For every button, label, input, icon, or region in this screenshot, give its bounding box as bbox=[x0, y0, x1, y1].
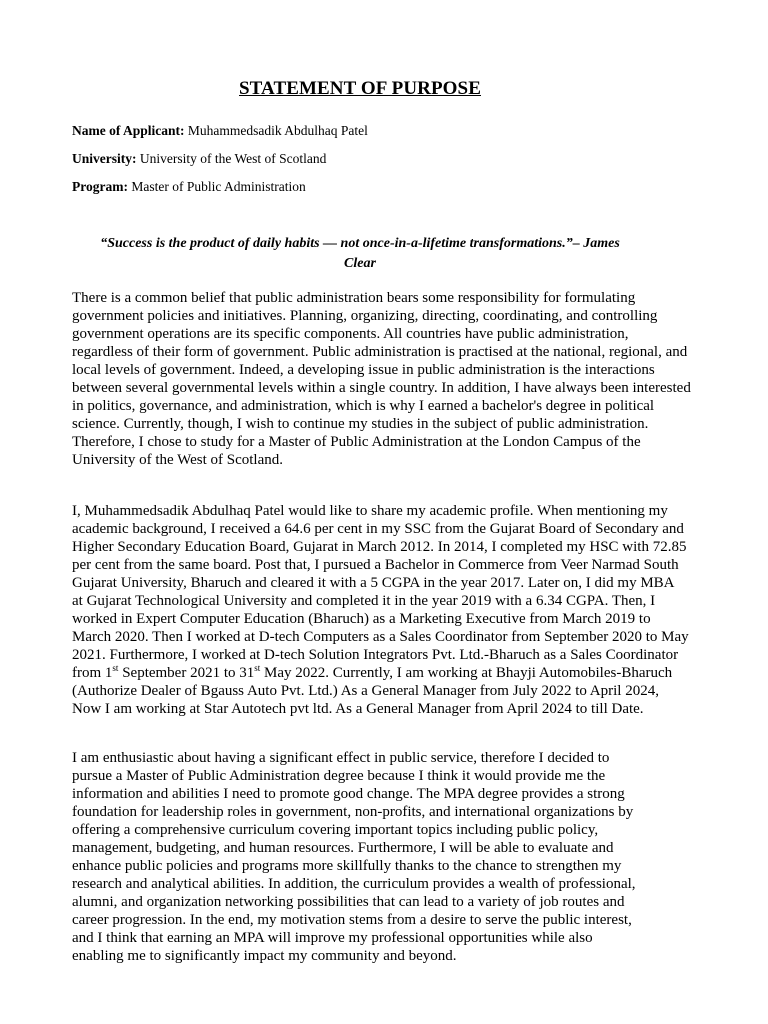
program-row bbox=[72, 179, 306, 195]
program-value: Master of Public Administration bbox=[127, 179, 306, 194]
applicant-name-row bbox=[72, 123, 368, 139]
paragraph-line: Therefore, I chose to study for a Master of Public Administration at the London Campus of the bbox=[72, 434, 641, 450]
paragraph-line: information and abilities I need to promote good change. The MPA degree provides a strong bbox=[72, 786, 625, 802]
program-label: Program: bbox=[72, 179, 128, 194]
paragraph-line: University of the West of Scotland. bbox=[72, 452, 283, 468]
document-title: STATEMENT OF PURPOSE bbox=[239, 78, 481, 99]
paragraph-line: research and analytical abilities. In addition, the curriculum provides a wealth of professional, bbox=[72, 876, 636, 892]
paragraph-line: March 2020. Then I worked at D-tech Computers as a Sales Coordinator from September 2020 to May bbox=[72, 629, 689, 645]
paragraph-line: foundation for leadership roles in government, non-profits, and international organizations by bbox=[72, 804, 634, 820]
paragraph-line: Higher Secondary Education Board, Gujarat in March 2012. In 2014, I completed my HSC with 72.85 bbox=[72, 539, 687, 555]
paragraph-line: Now I am working at Star Autotech pvt ltd. As a General Manager from April 2024 to till Date. bbox=[72, 701, 644, 717]
university-value: University of the West of Scotland bbox=[136, 151, 327, 166]
paragraph-line: offering a comprehensive curriculum covering important topics including public policy, bbox=[72, 822, 599, 838]
text-run: from 1 bbox=[72, 665, 113, 681]
university-row bbox=[72, 151, 326, 167]
paragraph-line: regardless of their form of government. Public administration is practised at the national, regional, and bbox=[72, 344, 688, 360]
paragraph-line: There is a common belief that public administration bears some responsibility for formulating bbox=[72, 290, 636, 306]
paragraph-motivation bbox=[72, 749, 636, 965]
paragraph-line: I am enthusiastic about having a significant effect in public service, therefore I decided to bbox=[72, 750, 610, 766]
quote-line: “Success is the product of daily habits — not once-in-a-lifetime transformations.”– James bbox=[100, 236, 620, 251]
paragraph-line: local levels of government. Indeed, a developing issue in public administration is the interactions bbox=[72, 362, 655, 378]
paragraph-line: government policies and initiatives. Planning, organizing, directing, coordinating, and controlling bbox=[72, 308, 658, 324]
paragraph-line: between several governmental levels within a single country. In addition, I have always been interested bbox=[72, 380, 691, 396]
applicant-name-value: Muhammedsadik Abdulhaq Patel bbox=[184, 123, 368, 138]
ordinal-superscript: st bbox=[112, 663, 119, 673]
opening-quote bbox=[72, 234, 648, 273]
paragraph-line: 2021. Furthermore, I worked at D-tech Solution Integrators Pvt. Ltd.-Bharuch as a Sales Coordinator bbox=[72, 647, 679, 663]
quote-line: Clear bbox=[344, 255, 376, 271]
paragraph-line-with-superscripts bbox=[72, 664, 689, 682]
paragraph-line: per cent from the same board. Post that, I pursued a Bachelor in Commerce from Veer Narmad South bbox=[72, 557, 679, 573]
paragraph-line: pursue a Master of Public Administration degree because I think it would provide me the bbox=[72, 768, 606, 784]
paragraph-line: government operations are its specific components. All countries have public administration, bbox=[72, 326, 629, 342]
paragraph-line: Gujarat University, Bharuch and cleared it with a 5 CGPA in the year 2017. Later on, I did my MBA bbox=[72, 575, 675, 591]
text-run: May 2022. Currently, I am working at Bhayji Automobiles-Bharuch bbox=[260, 665, 673, 681]
paragraph-line: and I think that earning an MPA will improve my professional opportunities while also bbox=[72, 930, 593, 946]
text-run: September 2021 to 31 bbox=[118, 665, 255, 681]
paragraph-line: enhance public policies and programs more skillfully thanks to the chance to strengthen my bbox=[72, 858, 622, 874]
paragraph-line: at Gujarat Technological University and completed it in the year 2019 with a 6.34 CGPA. Then, I bbox=[72, 593, 656, 609]
paragraph-line: academic background, I received a 64.6 per cent in my SSC from the Gujarat Board of Secondary and bbox=[72, 521, 684, 537]
paragraph-introduction bbox=[72, 289, 691, 469]
paragraph-line: management, budgeting, and human resources. Furthermore, I will be able to evaluate and bbox=[72, 840, 614, 856]
paragraph-line: (Authorize Dealer of Bgauss Auto Pvt. Ltd.) As a General Manager from July 2022 to April 2024, bbox=[72, 683, 659, 699]
paragraph-line: alumni, and organization networking possibilities that can lead to a variety of job routes and bbox=[72, 894, 625, 910]
paragraph-line: career progression. In the end, my motivation stems from a desire to serve the public interest, bbox=[72, 912, 632, 928]
ordinal-superscript: st bbox=[254, 663, 261, 673]
paragraph-line: worked in Expert Computer Education (Bharuch) as a Marketing Executive from March 2019 to bbox=[72, 611, 651, 627]
paragraph-line: I, Muhammedsadik Abdulhaq Patel would like to share my academic profile. When mentioning my bbox=[72, 503, 668, 519]
university-label: University: bbox=[72, 151, 137, 166]
applicant-name-label: Name of Applicant: bbox=[72, 123, 185, 138]
paragraph-line: in politics, governance, and administration, which is why I earned a bachelor's degree in political bbox=[72, 398, 655, 414]
paragraph-academic-profile bbox=[72, 502, 689, 718]
paragraph-line: science. Currently, though, I wish to continue my studies in the subject of public administration. bbox=[72, 416, 649, 432]
paragraph-line: enabling me to significantly impact my community and beyond. bbox=[72, 948, 457, 964]
